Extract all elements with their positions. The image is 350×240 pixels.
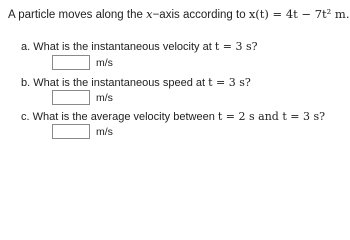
question-c-condition: t = 2 s and t = 3 s? <box>217 110 326 123</box>
unit-label-c: m/s <box>96 125 113 138</box>
answer-row-c <box>52 124 113 139</box>
intro-text: A particle moves along the <box>8 9 147 21</box>
question-b-condition: t = 3 s? <box>208 76 251 89</box>
question-c-label: c. What is the average velocity between <box>21 111 218 123</box>
unit-label-a: m/s <box>96 56 113 69</box>
axis-symbol: x <box>146 7 153 21</box>
answer-input-b[interactable] <box>52 90 90 105</box>
problem-statement <box>8 7 350 21</box>
answer-row-a <box>52 55 113 70</box>
question-a <box>21 40 258 53</box>
question-b <box>21 76 251 89</box>
question-a-label: a. What is the instantaneous velocity at <box>21 41 215 53</box>
answer-input-a[interactable] <box>52 55 90 70</box>
question-a-condition: t = 3 s? <box>214 40 258 53</box>
answer-input-c[interactable] <box>52 124 90 139</box>
question-c <box>21 110 325 123</box>
unit-label-b: m/s <box>96 91 113 104</box>
position-function: x(t) = 4t − 7t² m. <box>248 7 350 21</box>
answer-row-b <box>52 90 113 105</box>
question-b-label: b. What is the instantaneous speed at <box>21 77 209 89</box>
axis-suffix: −axis according to <box>152 9 249 21</box>
